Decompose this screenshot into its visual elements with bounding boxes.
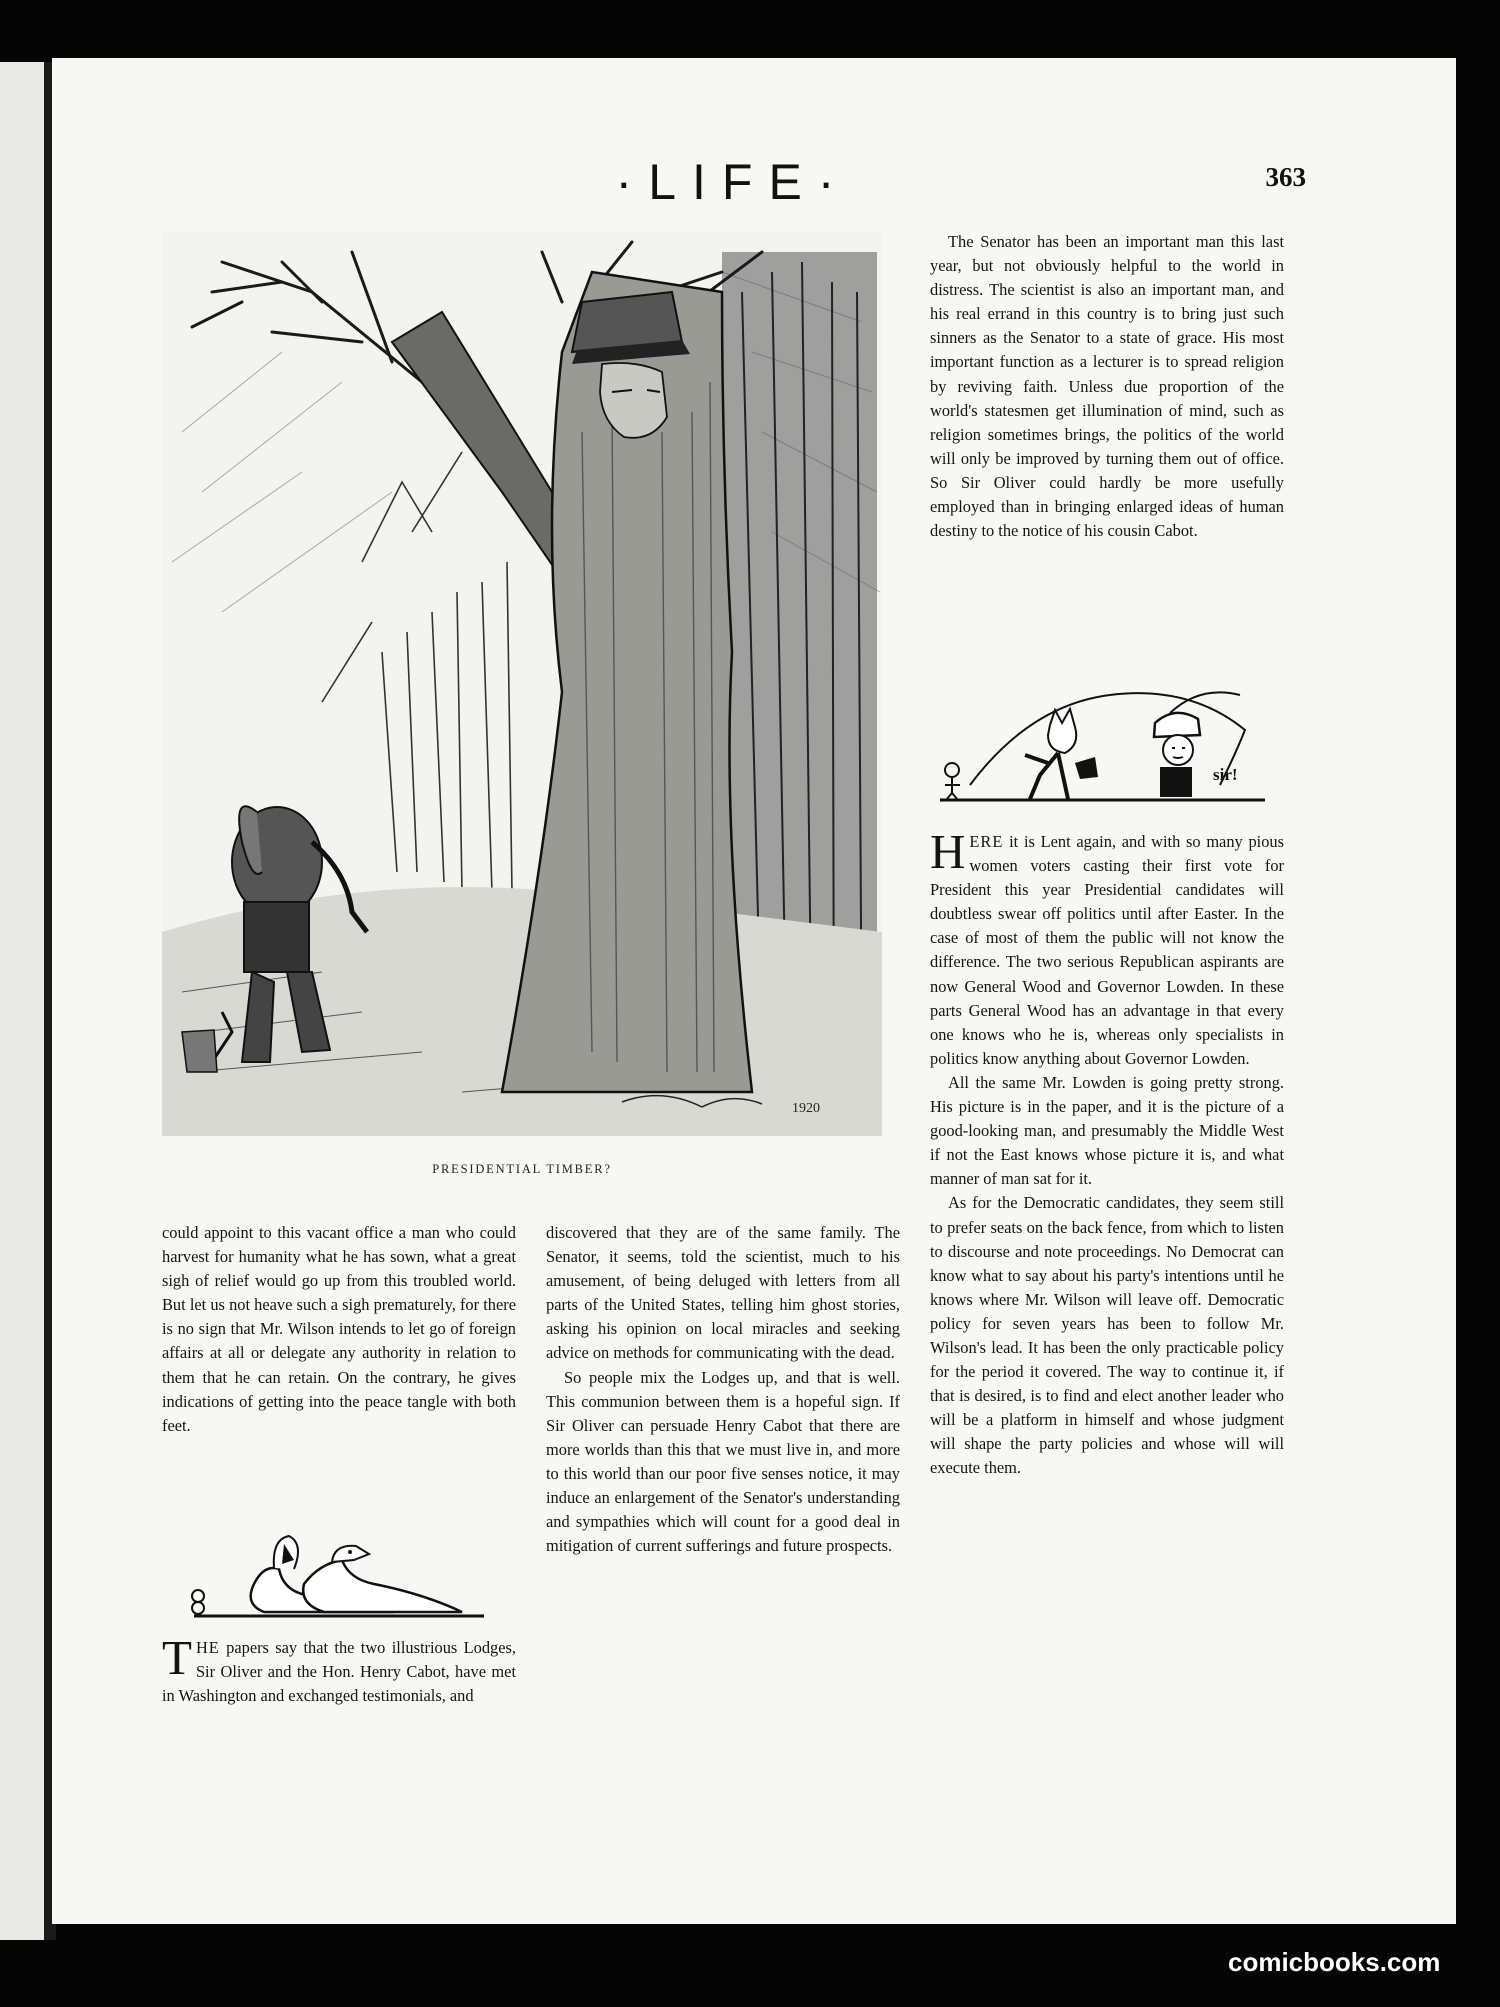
page-number: 363 — [1265, 162, 1306, 192]
paragraph: The Senator has been an important man this last year, but not obviously helpful to the world in distress. The scientist is also an important man, and his real errand in this country is to bring just such sinners as the Senator to a state of grace. His most important function as a lecturer is to spread religion by reviving faith. Unless due proportion of the world's statesmen get illumination of mind, such as religion sometimes brings, the politics of the world will only be improved by turning them out of office. So Sir Oliver could hardly be more usefully employed than in bringing enlarged ideas of human destiny to the notice of his cousin Cabot. — [930, 232, 1284, 541]
drop-cap-h: H — [930, 824, 966, 879]
paragraph: discovered that they are of the same family. The Senator, it seems, told the scientist, much to his amusement, of being deluged with letters from all parts of the United States, telling him ghost stories, asking his opinion on local miracles and seeking advice on methods for communicating with the dead. — [546, 1223, 900, 1363]
masthead: ·LIFE· — [615, 154, 851, 210]
presidential-timber-illustration — [162, 232, 882, 1136]
column-2 — [546, 1221, 900, 1558]
paragraph: So people mix the Lodges up, and that is well. This communion between them is a hopeful sign. If Sir Oliver can persuade Henry Cabot that there are more worlds than this that we must live in, and more to this world than our poor five senses notice, it may induce an enlargement of the Senator's understanding and sympathies which will count for a good deal in mitigation of current sufferings and future prospects. — [546, 1367, 900, 1556]
paragraph-dropcap: HERE it is Lent again, and with so many pious women voters casting their first vote for President this year Presidential candidates will doubtless swear off politics until after Easter. In the case of most of them the public will not know the difference. The two serious Republican aspirants are now General Wood and Governor Lowden. In these parts General Wood has an advantage in that every one knows who he is, whereas only specialists in politics know anything about Governor Lowden. — [930, 824, 1284, 1068]
column-3-lower — [930, 824, 1284, 1481]
column-3-upper — [930, 230, 1284, 543]
illustration-caption: PRESIDENTIAL TIMBER? — [432, 1162, 612, 1176]
paragraph-dropcap: THE papers say that the two illustrious Lodges, Sir Oliver and the Hon. Henry Cabot, have met in Washington and exchanged testimonials, and — [162, 1630, 516, 1706]
vignette-speech: sir! — [1213, 765, 1238, 784]
paragraph: could appoint to this vacant office a man who could harvest for humanity what he has sown, what a great sigh of relief would go up from this troubled world. But let us not heave such a sigh prematurely, for there is no sign that Mr. Wilson intends to let go of foreign affairs at all or delegate any authority in relation to them that he can retain. On the contrary, he gives indications of getting into the peace tangle with both feet. — [162, 1223, 516, 1435]
column-1-upper — [162, 1221, 516, 1438]
paragraph: As for the Democratic candidates, they seem still to prefer seats on the back fence, from which to listen to discourse and note proceedings. No Democrat can know what to say about his party's intentions until he knows where Mr. Wilson will leave off. Democratic policy for seven years has been to follow Mr. Wilson's lead. It has been the only practicable policy for the period it covered. The way to continue it, if that is desired, is to find and elect another leader who will be a platform in himself and whose judgment will shape the party policies and whose will will execute them. — [930, 1193, 1284, 1478]
drop-cap-t: T — [162, 1630, 192, 1685]
two-lodges-ducks-vignette — [184, 1524, 498, 1624]
paragraph: All the same Mr. Lowden is going pretty strong. His picture is in the paper, and it is the picture of a good-looking man, and presumably the Middle West if not the East knows whose picture it is, and what manner of man sat for it. — [930, 1072, 1284, 1189]
adjacent-page-edge — [0, 62, 44, 1940]
artist-signature-date: 1920 — [792, 1101, 820, 1116]
site-watermark: comicbooks.com — [1228, 1947, 1441, 1977]
column-1-lower — [162, 1630, 516, 1708]
devil-and-woman-vignette — [930, 675, 1275, 815]
